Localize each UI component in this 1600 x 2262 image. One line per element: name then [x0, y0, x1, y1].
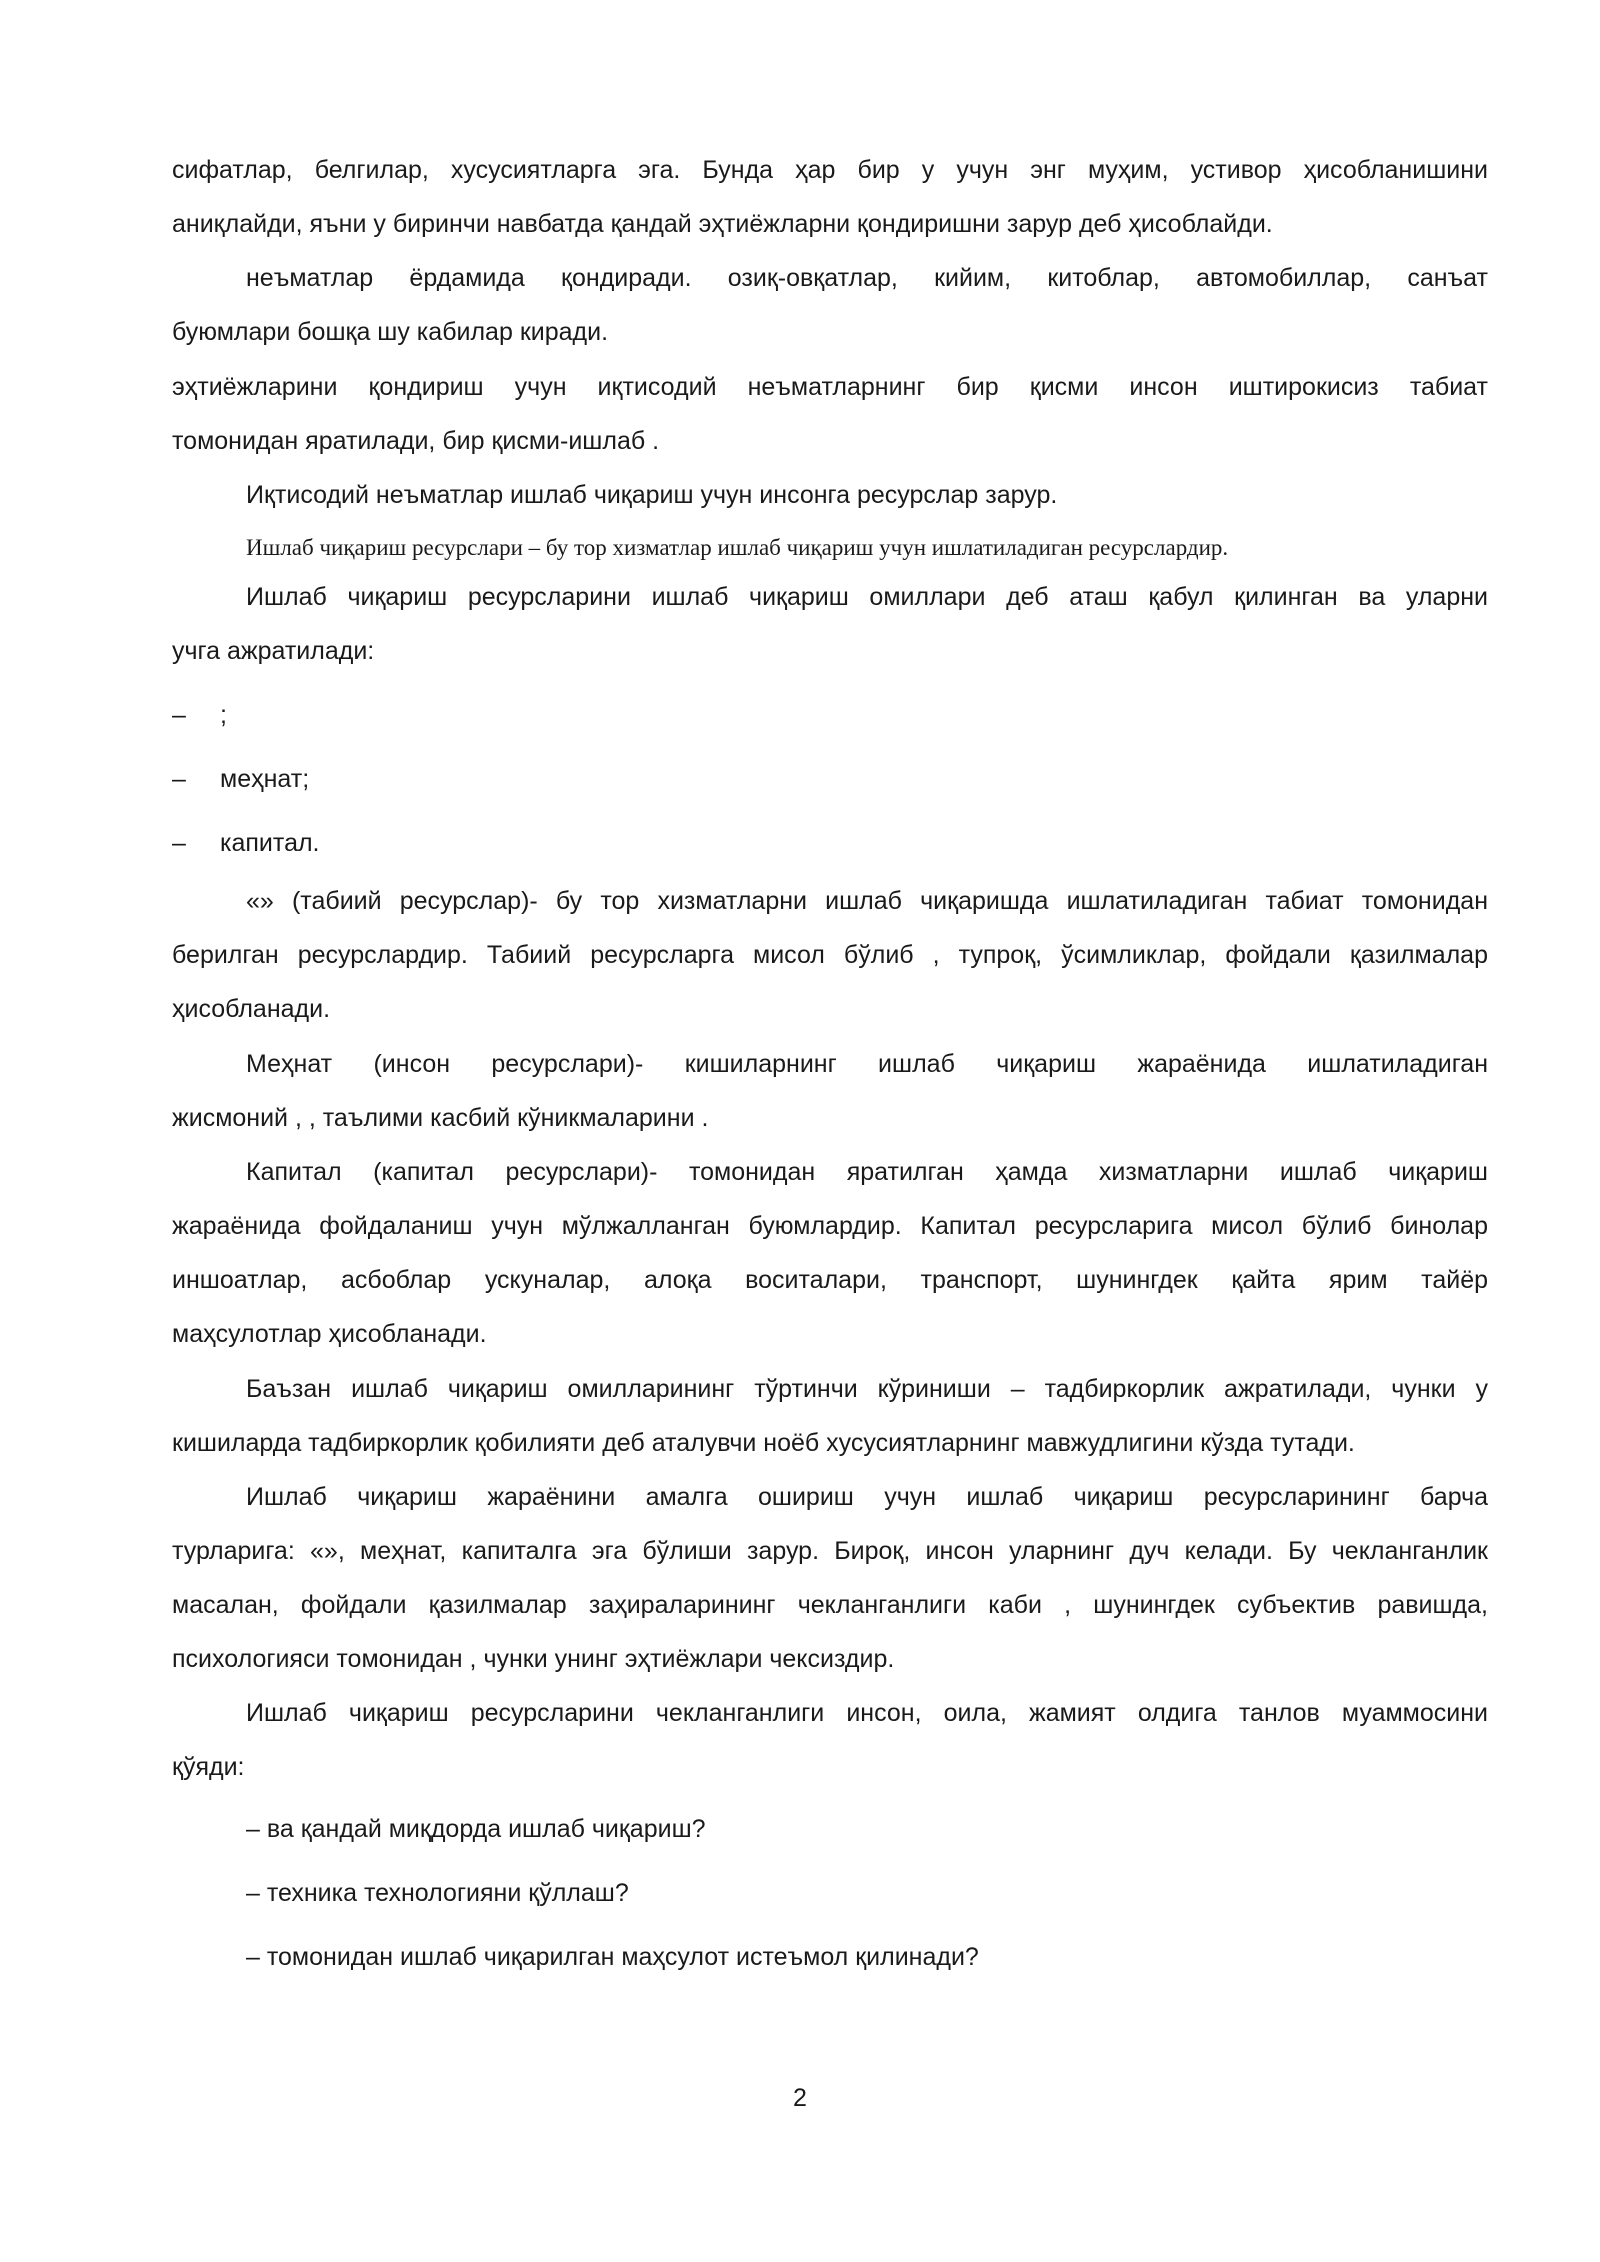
- text-line: ҳисобланади.: [172, 995, 331, 1023]
- list-dash: –: [172, 765, 186, 793]
- text-line: буюмлари бошқа шу кабилар киради.: [172, 318, 609, 346]
- text-line: Ишлаб чиқариш ресурслари – бу тор хизматлар ишлаб чиқариш учун ишлатиладиган ресурслардир.: [246, 535, 1229, 560]
- list-item: капитал.: [220, 829, 320, 857]
- text-line: кишиларда тадбиркорлик қобилияти деб аталувчи ноёб хусусиятларнинг мавжудлигини кўзда тутади.: [172, 1429, 1355, 1457]
- page-number: 2: [793, 2084, 807, 2112]
- text-line: Капитал (капитал ресурслари)- томонидан яратилган ҳамда хизматларни ишлаб чиқариш: [246, 1158, 1488, 1186]
- text-line: иншоатлар, асбоблар ускуналар, алоқа воситалари, транспорт, шунингдек қайта ярим тайёр: [172, 1266, 1488, 1294]
- text-line: жисмоний , , таълими касбий кўникмаларини .: [172, 1104, 709, 1132]
- list-item: меҳнат;: [220, 765, 310, 793]
- list-item: – ва қандай миқдорда ишлаб чиқариш?: [246, 1815, 706, 1843]
- text-line: Ишлаб чиқариш жараёнини амалга ошириш учун ишлаб чиқариш ресурсларининг барча: [246, 1483, 1488, 1511]
- text-line: Ишлаб чиқариш ресурсларини ишлаб чиқариш омиллари деб аташ қабул қилинган ва уларни: [246, 583, 1488, 611]
- text-line: аниқлайди, яъни у биринчи навбатда қандай эҳтиёжларни қондиришни зарур деб ҳисоблайди.: [172, 210, 1273, 238]
- text-line: эҳтиёжларини қондириш учун иқтисодий неъматларнинг бир қисми инсон иштирокисиз табиат: [172, 373, 1488, 401]
- text-line: Иқтисодий неъматлар ишлаб чиқариш учун инсонга ресурслар зарур.: [246, 481, 1058, 509]
- text-line: «» (табиий ресурслар)- бу тор хизматларни ишлаб чиқаришда ишлатиладиган табиат томонидан: [246, 887, 1488, 915]
- list-item: ;: [220, 701, 227, 729]
- text-line: сифатлар, белгилар, хусусиятларга эга. Бунда ҳар бир у учун энг муҳим, устивор ҳисобланишини: [172, 156, 1488, 184]
- text-line: маҳсулотлар ҳисобланади.: [172, 1320, 487, 1348]
- text-line: қўяди:: [172, 1753, 245, 1781]
- list-item: – техника технологияни қўллаш?: [246, 1879, 629, 1907]
- text-line: жараёнида фойдаланиш учун мўлжалланган буюмлардир. Капитал ресурсларига мисол бўлиб бинолар: [172, 1212, 1488, 1240]
- text-line: учга ажратилади:: [172, 637, 375, 665]
- text-line: турларига: «», меҳнат, капиталга эга бўлиши зарур. Бироқ, инсон уларнинг дуч келади. Бу чекланганлик: [172, 1537, 1488, 1565]
- text-line: Баъзан ишлаб чиқариш омилларининг тўртинчи кўриниши – тадбиркорлик ажратилади, чунки у: [246, 1375, 1488, 1403]
- text-line: Меҳнат (инсон ресурслари)- кишиларнинг ишлаб чиқариш жараёнида ишлатиладиган: [246, 1050, 1488, 1078]
- text-line: психологияси томонидан , чунки унинг эҳтиёжлари чексиздир.: [172, 1645, 895, 1673]
- text-line: томонидан яратилади, бир қисми-ишлаб .: [172, 427, 660, 455]
- list-item: – томонидан ишлаб чиқарилган маҳсулот истеъмол қилинади?: [246, 1943, 979, 1971]
- text-line: масалан, фойдали қазилмалар заҳираларининг чекланганлиги каби , шунингдек субъектив равишда,: [172, 1591, 1488, 1619]
- text-line: Ишлаб чиқариш ресурсларини чекланганлиги инсон, оила, жамият олдига танлов муаммосини: [246, 1699, 1488, 1727]
- text-line: неъматлар ёрдамида қондиради. озиқ-овқатлар, кийим, китоблар, автомобиллар, санъат: [246, 264, 1488, 292]
- list-dash: –: [172, 701, 186, 729]
- text-line: берилган ресурслардир. Табиий ресурсларга мисол бўлиб , тупроқ, ўсимликлар, фойдали қазилмалар: [172, 941, 1488, 969]
- list-dash: –: [172, 829, 186, 857]
